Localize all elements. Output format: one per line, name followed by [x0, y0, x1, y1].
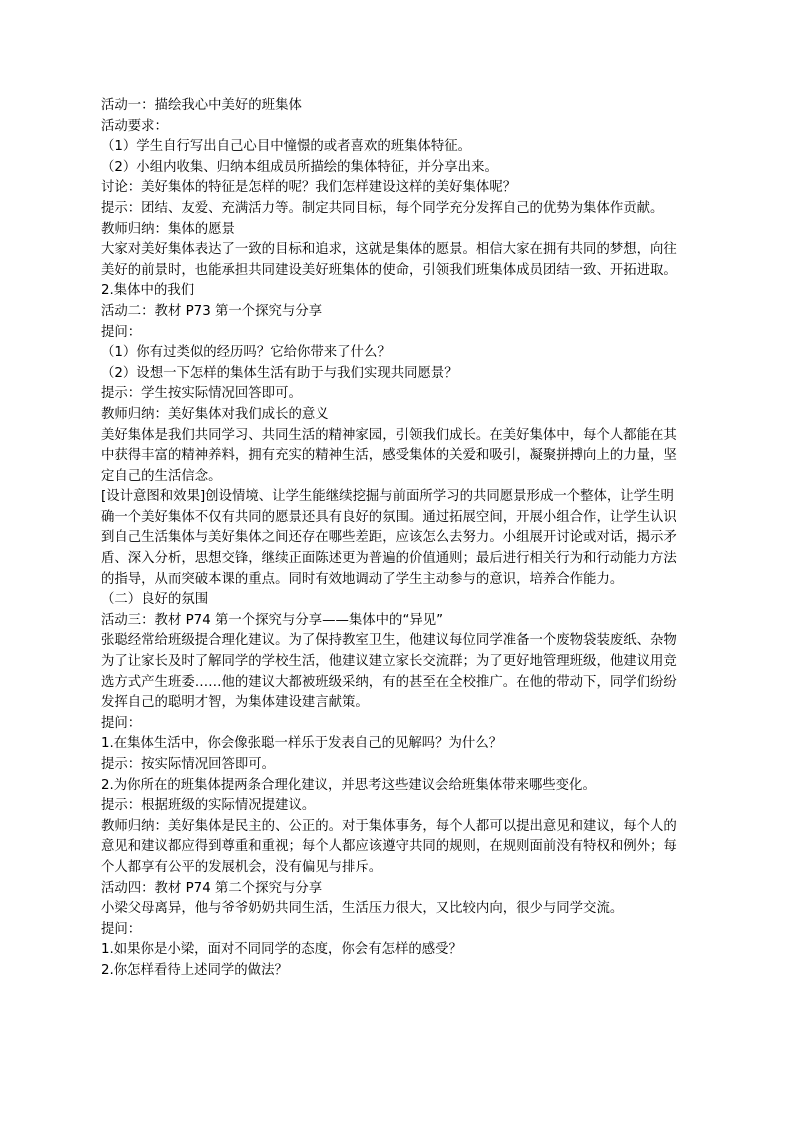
question-2: （2）设想一下怎样的集体生活有助于与我们实现共同愿景？ — [101, 365, 458, 381]
paragraph-line: 小梁父母离异，他与爷爷奶奶共同生活，生活压力很大，又比较内向，很少与同学交流。 — [101, 901, 624, 917]
paragraph-line: 教师归纳：美好集体是民主的、公正的。对于集体事务，每个人都可以提出意见和建议，每个人的 — [101, 818, 677, 834]
activity-requirements-label: 活动要求： — [101, 118, 168, 134]
activity-4-heading: 活动四：教材 P74 第二个探究与分享 — [101, 880, 323, 896]
paragraph-line: 的指导，从而突破本课的重点。同时有效地调动了学生主动参与的意识，培养合作能力。 — [101, 571, 624, 587]
paragraph-line: 确一个美好集体不仅有共同的愿景还具有良好的氛围。通过拓展空间，开展小组合作，让学生认识 — [101, 509, 677, 525]
paragraph-line: 发挥自己的聪明才智，为集体建设建言献策。 — [101, 695, 369, 711]
paragraph-line: 张聪经常给班级提合理化建议。为了保持教室卫生，他建议每位同学准备一个废物袋装废纸、杂物 — [101, 633, 677, 649]
paragraph-line: 大家对美好集体表达了一致的目标和追求，这就是集体的愿景。相信大家在拥有共同的梦想，向往 — [101, 242, 677, 258]
hint-line: 提示：团结、友爱、充满活力等。制定共同目标，每个同学充分发挥自己的优势为集体作贡献。 — [101, 200, 664, 216]
requirement-2: （2）小组内收集、归纳本组成员所描绘的集体特征，并分享出来。 — [101, 159, 498, 175]
paragraph-line: 意见和建议都应得到尊重和重视；每个人都应该遵守共同的规则，在规则面前没有特权和例外；每 — [101, 839, 677, 855]
paragraph-line: 到自己生活集体与美好集体之间还存在哪些差距，应该怎么去努力。小组展开讨论或对话，揭示矛 — [101, 530, 677, 546]
question-1: （1）你有过类似的经历吗？它给你带来了什么？ — [101, 345, 391, 361]
question-label: 提问： — [101, 715, 142, 731]
hint-line: 提示：学生按实际情况回答即可。 — [101, 386, 302, 402]
question-1: 1.在集体生活中，你会像张聪一样乐于发表自己的见解吗？为什么？ — [101, 736, 503, 752]
paragraph-line: 定自己的生活信念。 — [101, 468, 222, 484]
paragraph-line: 选方式产生班委……他的建议大都被班级采纳，有的甚至在全校推广。在他的带动下，同学们纷纷 — [101, 674, 677, 690]
hint-line: 提示：根据班级的实际情况提建议。 — [101, 798, 316, 814]
question-label: 提问： — [101, 921, 142, 937]
question-label: 提问： — [101, 324, 142, 340]
paragraph-line: 个人都享有公平的发展机会，没有偏见与排斥。 — [101, 859, 383, 875]
paragraph-line: 中获得丰富的精神养料，拥有充实的精神生活，感受集体的关爱和吸引，凝聚拼搏向上的力量，坚 — [101, 448, 677, 464]
section-heading: 2.集体中的我们 — [101, 283, 195, 299]
hint-line: 提示：按实际情况回答即可。 — [101, 757, 276, 772]
question-2: 2.为你所在的班集体提两条合理化建议，并思考这些建议会给班集体带来哪些变化。 — [101, 777, 596, 793]
section-heading: （二）良好的氛围 — [101, 592, 209, 608]
question-1: 1.如果你是小梁，面对不同同学的态度，你会有怎样的感受？ — [101, 942, 462, 958]
teacher-summary-heading: 教师归纳：美好集体对我们成长的意义 — [101, 406, 329, 422]
requirement-1: （1）学生自行写出自己心目中憧憬的或者喜欢的班集体特征。 — [101, 139, 472, 155]
paragraph-line: 为了让家长及时了解同学的学校生活，他建议建立家长交流群；为了更好地管理班级，他建议用竞 — [101, 654, 677, 670]
paragraph-line: 美好的前景时，也能承担共同建设美好班集体的使命，引领我们班集体成员团结一致、开拓进取。 — [101, 262, 677, 278]
teacher-summary-heading: 教师归纳：集体的愿景 — [101, 221, 235, 237]
activity-3-heading: 活动三：教材 P74 第一个探究与分享——集体中的“异见” — [101, 612, 444, 628]
paragraph-line: 盾、深入分析，思想交锋，继续正面陈述更为普遍的价值通则；最后进行相关行为和行动能力方法 — [101, 551, 677, 567]
activity-1-heading: 活动一：描绘我心中美好的班集体 — [101, 98, 302, 113]
document-page — [101, 96, 701, 982]
paragraph-line: 美好集体是我们共同学习、共同生活的精神家园，引领我们成长。在美好集体中，每个人都能在其 — [101, 427, 677, 443]
paragraph-line: [设计意图和效果]创设情境、让学生能继续挖掘与前面所学习的共同愿景形成一个整体，让学生明 — [101, 489, 674, 505]
discussion-line: 讨论：美好集体的特征是怎样的呢？我们怎样建设这样的美好集体呢？ — [101, 180, 517, 196]
question-2: 2.你怎样看待上述同学的做法？ — [101, 962, 288, 978]
activity-2-heading: 活动二：教材 P73 第一个探究与分享 — [101, 303, 323, 319]
